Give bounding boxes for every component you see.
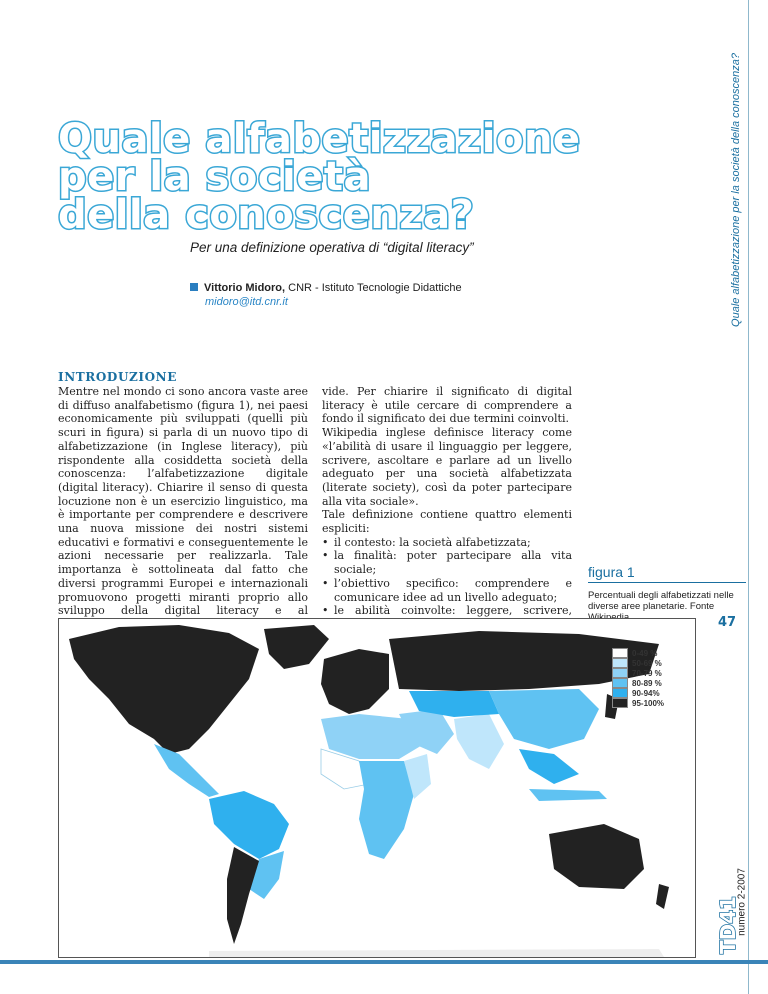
title-line-2: per la società [58,154,371,200]
column2-paragraph-2: Wikipedia inglese definisce literacy come «l’abilità di usare il linguaggio per leggere, scrivere, ascoltare e parlare ad un livello adeguato per una società alfabetizzata (literate society), così da poter partecipare alla vita sociale». [322,426,572,508]
region-central-africa [359,761,414,859]
page-number: 47 [718,615,737,630]
region-south-asia [454,714,504,769]
region-north-america [69,625,259,754]
column1-paragraph: Mentre nel mondo ci sono ancora vaste aree di diffuso analfabetismo (figura 1), nei paesi economicamente più sviluppati (quelli più scuri in figura) si parla di un nuovo tipo di alfabetizzazione (in Inglese literacy), più rispondente alla cosiddetta società della conoscenza: l’alfabetizzazione digitale (digital literacy). Chiarire il senso di questa locuzione non è un esercizio linguistico, ma è importante per comprendere e descrivere una nuova missione dei nostri sistemi educativi e formativi e conseguentemente le azioni necessarie per realizzarla. Tale importanza è sottolineata dal fatto che diversi programmi Europei e internazionali promuovono progetti miranti proprio allo sviluppo della digital literacy e al [58,385,308,618]
legend-entry [612,658,664,668]
bottom-bar [0,960,768,964]
region-europe [321,649,389,714]
legend-label: 95-100% [632,698,665,708]
legend-swatch [612,668,628,678]
legend-swatch [612,688,628,698]
region-central-america [154,744,219,797]
author-line [190,282,462,294]
list-item: • la finalità: poter partecipare alla vita sociale; [322,549,572,576]
figure-caption: Percentuali degli alfabetizzati nelle diverse aree planetarie. Fonte [588,590,734,612]
map-legend [612,648,664,708]
world-literacy-map [58,618,696,958]
region-greenland [264,625,329,669]
journal-logo: TD41 [716,895,740,955]
region-indonesia [529,789,607,801]
legend-swatch [612,648,628,658]
legend-entry [612,698,664,708]
right-margin-rule [748,0,749,994]
region-east-asia [489,689,599,749]
author-affiliation: CNR - Istituto Tecnologie Didattiche [285,282,462,294]
figure-rule [588,582,746,583]
column2-paragraph-3: Tale definizione contiene quattro elementi espliciti: [322,508,572,536]
author-name: Vittorio Midoro, [204,282,286,294]
list-item: • le abilità coinvolte: leggere, scrivere, [322,604,572,631]
region-southeast-asia [519,749,579,784]
author-email-link[interactable]: midoro@itd.cnr.it [205,296,288,308]
region-new-zealand [656,884,669,909]
text-column-2 [322,385,572,632]
column2-paragraph-1: vide. Per chiarire il significato di digital literacy è utile cercare di comprendere a fondo il significato dei due termini coinvolti. [322,385,572,426]
legend-label: 70-79 % [632,668,662,678]
article-title [58,116,581,238]
legend-swatch [612,658,628,668]
article-subtitle: Per una definizione operativa di “digital literacy” [190,240,474,255]
title-line-1: Quale alfabetizzazione [58,116,581,162]
region-south-america-north [209,791,289,859]
legend-entry [612,648,664,658]
running-head: Quale alfabetizzazione per la società della conoscenza? [730,53,742,327]
region-antarctica [209,949,664,957]
text-column-1 [58,385,308,645]
title-line-3: della conoscenza? [58,192,475,238]
section-heading: INTRODUZIONE [58,370,177,384]
legend-entry [612,678,664,688]
legend-label: 90-94% [632,688,660,698]
legend-label: 0-49 % [632,648,658,658]
legend-label: 80-89 % [632,678,662,688]
bullet-square-icon [190,283,198,291]
legend-swatch [612,678,628,688]
legend-entry [612,668,664,678]
list-item: • il contesto: la società alfabetizzata; [322,536,572,550]
issue-number: numero 2-2007 [736,868,748,936]
region-south-america-south [227,847,259,944]
list-item: • l’obiettivo specifico: comprendere e comunicare idee ad un livello adeguato; [322,577,572,604]
legend-label: 50-69 % [632,658,662,668]
legend-swatch [612,698,628,708]
figure-label: figura 1 [588,564,635,580]
legend-entry [612,688,664,698]
region-australia [549,824,644,889]
map-graphic [59,619,695,957]
